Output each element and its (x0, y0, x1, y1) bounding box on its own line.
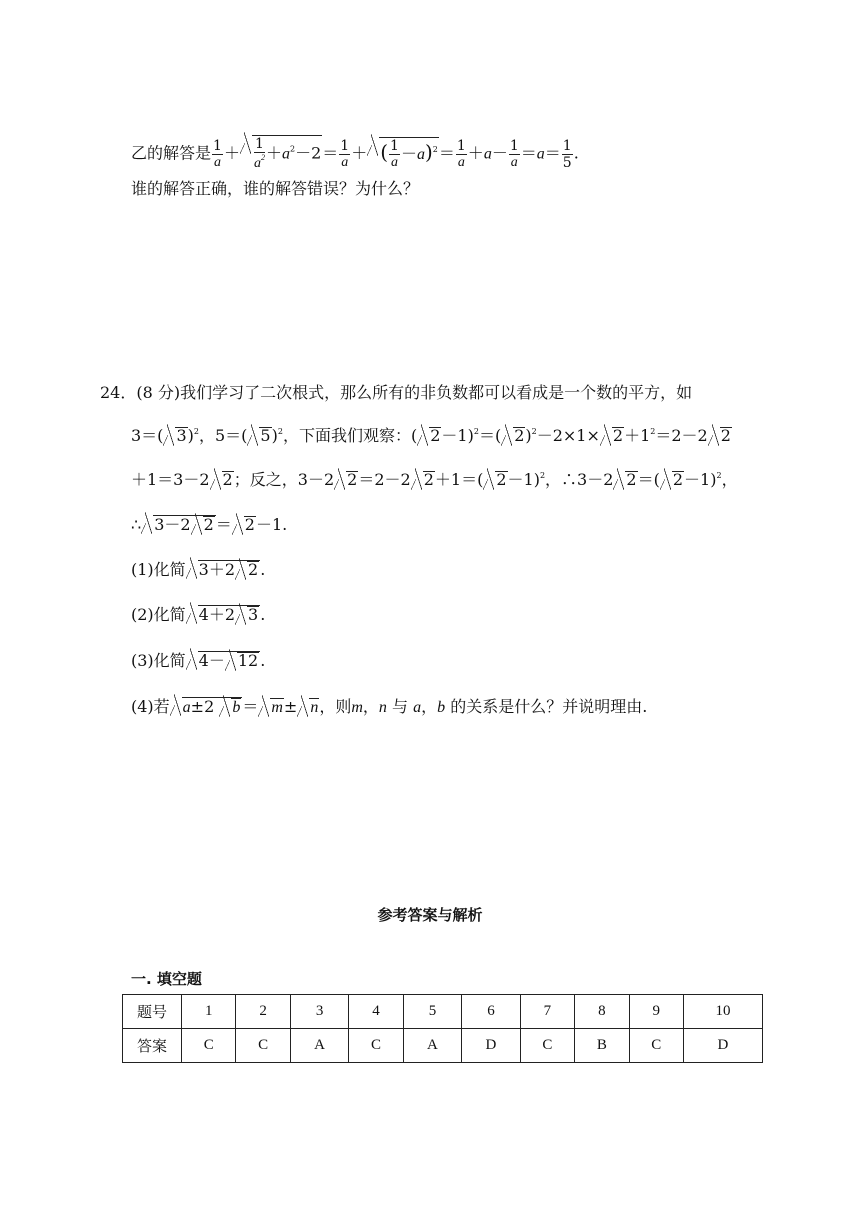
sqrt-expression: ( $\frac{1}{a}$ －a)$^2$ (367, 137, 439, 171)
sub-question-label: (2)化简 (131, 605, 186, 624)
answer-cell: C (520, 1029, 574, 1063)
sub-question-3: (3)化简 4－ 12 . (131, 651, 266, 670)
answer-cell: C (349, 1029, 403, 1063)
answer-cell: C (629, 1029, 683, 1063)
question-number-cell: 3 (290, 995, 349, 1029)
answer-cell: B (575, 1029, 629, 1063)
example-line-2: ＋1＝3－2 2；反之，3－2 2＝2－2 2＋1＝( 2－1)$^2$，∴3－2 2＝( 2－1)$^2$， (131, 470, 738, 489)
answer-cell: D (683, 1029, 762, 1063)
sub-question-label: (4)若 (131, 697, 170, 716)
question-number-cell: 10 (683, 995, 762, 1029)
row-header: 答案 (123, 1029, 182, 1063)
sub-question-4: (4)若 a±2 b ＝ m± n，则m，n 与 a，b 的关系是什么？并说明理由. (131, 697, 648, 716)
answer-table (122, 994, 763, 1063)
reverse-text: 反之， (249, 470, 298, 489)
relation-text: 的关系是什么？并说明理由. (450, 697, 648, 716)
answer-cell: D (462, 1029, 521, 1063)
table-row (123, 995, 763, 1029)
intro-text: 我们学习了二次根式，那么所有的非负数都可以看成是一个数的平方，如 (180, 383, 693, 402)
question-number-cell: 6 (462, 995, 521, 1029)
question-number-cell: 1 (182, 995, 236, 1029)
question-number-cell: 2 (236, 995, 290, 1029)
yi-solution-line: 乙的解答是 $\frac{1}{a}$ ＋ $\frac{1}{a^2}$ $+a^2-2=$ $\frac{1}{a}$ ＋ ( $\frac{1}{a}$ －a)$^2$＝ $\frac{1}{a}$ ＋a－ $\frac{1}{a}$ ＝a＝ $\frac{1}{5}$ . (131, 136, 579, 172)
table-row (123, 1029, 763, 1063)
answer-cell: C (236, 1029, 290, 1063)
fraction: $\frac{1}{a}$ (509, 137, 519, 170)
question-number-cell: 4 (349, 995, 403, 1029)
question-number-cell: 5 (403, 995, 462, 1029)
question-number-cell: 9 (629, 995, 683, 1029)
example-line-3: ∴ 3－2 2 ＝ 2－1. (131, 515, 288, 534)
sub-question-label: (1)化简 (131, 560, 186, 579)
fraction: $\frac{1}{5}$ (562, 137, 572, 171)
yi-solution-label: 乙的解答是 (131, 143, 212, 163)
fraction: $\frac{1}{a}$ (456, 137, 466, 170)
sub-question-1: (1)化简 3＋2 2 . (131, 560, 266, 579)
section-heading: 一. 填空题 (131, 970, 202, 988)
question-number-cell: 7 (520, 995, 574, 1029)
sqrt-expression: $\frac{1}{a^2}$ $+a^2-2$ (240, 135, 322, 172)
problem-24-intro (100, 385, 692, 401)
sub-question-2: (2)化简 4＋2 3 . (131, 605, 266, 624)
observe-text: 下面我们观察： (298, 426, 411, 445)
question-text: 谁的解答正确，谁的解答错误？为什么？ (131, 179, 420, 198)
row-header: 题号 (123, 995, 182, 1029)
fraction: $\frac{1}{a}$ (340, 137, 350, 170)
fraction: $\frac{1}{a}$ (213, 137, 222, 170)
problem-number: 24．(8 分) (100, 383, 181, 402)
then-text: ，则 (319, 697, 352, 716)
example-line-1: 3＝( 3)$^2$，5＝( 5)$^2$，下面我们观察：( 2－1)$^2$＝( $2)^2-2\times 1\times 2+1^2=2-2$ 2 (131, 426, 731, 445)
answer-cell: A (290, 1029, 349, 1063)
sub-question-label: (3)化简 (131, 651, 186, 670)
answer-cell: A (403, 1029, 462, 1063)
question-number-cell: 8 (575, 995, 629, 1029)
answer-cell: C (182, 1029, 236, 1063)
answer-key-title: 参考答案与解析 (377, 906, 483, 924)
